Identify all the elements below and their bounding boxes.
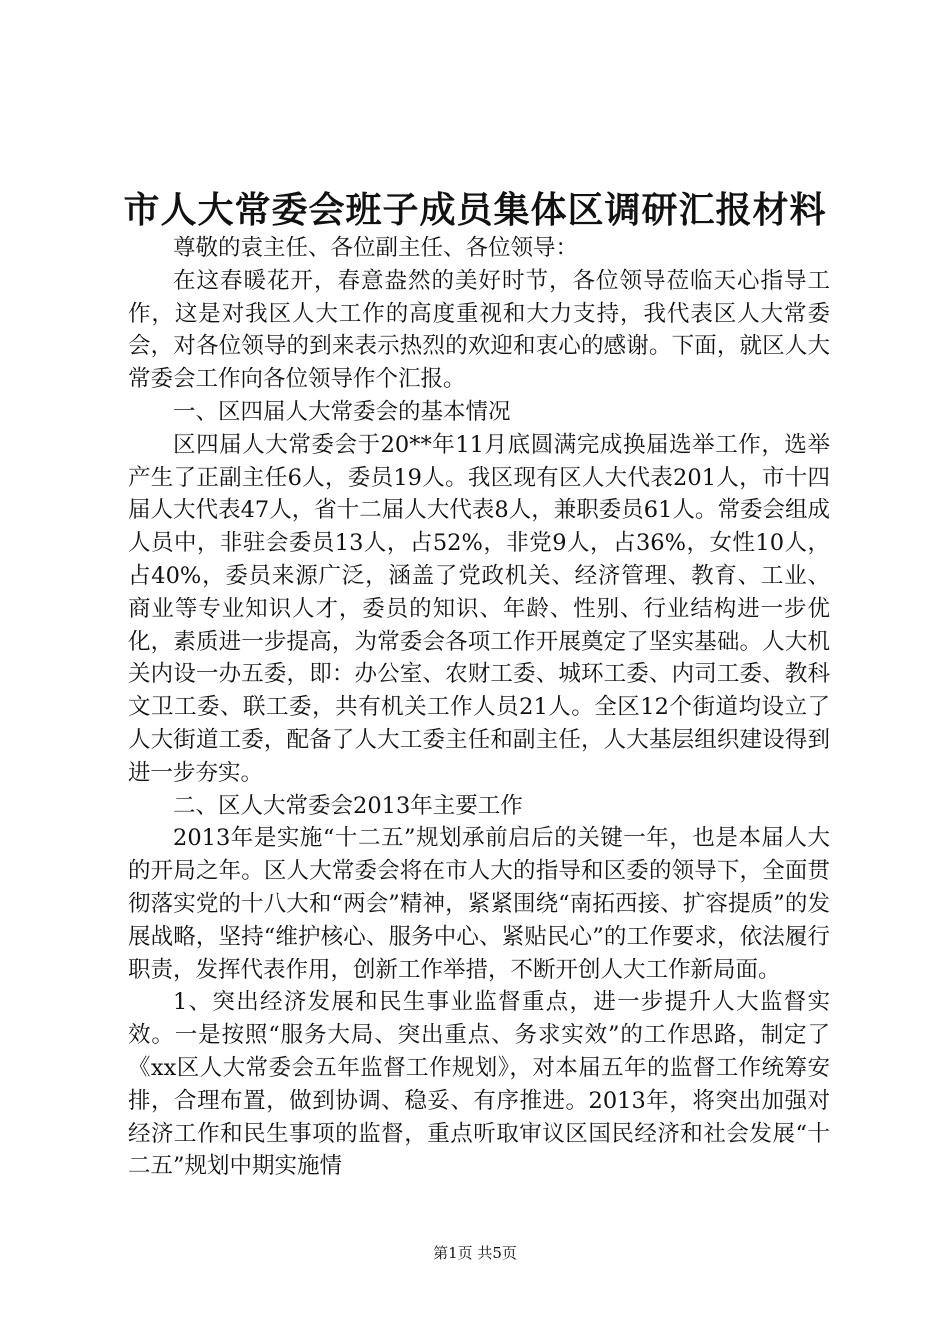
section-heading-1: 一、区四届人大常委会的基本情况 — [173, 398, 511, 425]
basic-situation-paragraph: 区四届人大常委会于20**年11月底圆满完成换届选举工作，选举产生了正副主任6人，委员19人。我区现有区人大代表201人，市十四届人大代表47人，省十二届人大代表8人，兼职委员61人。常委会组成人员中，非驻会委员13人，占52%，非党9人，占36%，女性10人，占40%，委员来源广泛，涵盖了党政机关、经济管理、教育、工业、商业等专业知识人才，委员的知识、年龄、性别、行业结构进一步优化，素质进一步提高，为常委会各项工作开展奠定了坚实基础。人大机关内设一办五委，即：办公室、农财工委、城环工委、内司工委、教科文卫工委、联工委，共有机关工作人员21人。全区12个街道均设立了人大街道工委，配备了人大工委主任和副主任，人大基层组织建设得到进一步夯实。 — [128, 431, 830, 786]
intro-paragraph: 在这春暖花开，春意盎然的美好时节，各位领导莅临天心指导工作，这是对我区人大工作的高度重视和大力支持，我代表区人大常委会，对各位领导的到来表示热烈的欢迎和衷心的感谢。下面，就区人大常委会工作向各位领导作个汇报。 — [128, 267, 830, 393]
page-number-footer: 第1页 共5页 — [433, 1244, 517, 1262]
main-work-paragraph: 2013年是实施“十二五”规划承前启后的关键一年，也是本届人大的开局之年。区人大常委会将在市人大的指导和区委的领导下，全面贯彻落实党的十八大和“两会”精神，紧紧围绕“南拓西接、扩容提质”的发展战略，坚持“维护核心、服务中心、紧贴民心”的工作要求，依法履行职责，发挥代表作用，创新工作举措，不断开创人大工作新局面。 — [128, 825, 830, 983]
salutation-paragraph: 尊敬的袁主任、各位副主任、各位领导： — [173, 235, 579, 261]
section-heading-2: 二、区人大常委会2013年主要工作 — [173, 792, 523, 819]
document-title: 市人大常委会班子成员集体区调研汇报材料 — [123, 189, 827, 231]
document-body — [128, 232, 830, 1183]
supervision-paragraph: 1、突出经济发展和民生事业监督重点，进一步提升人大监督实效。一是按照“服务大局、突出重点、务求实效”的工作思路，制定了《xx区人大常委会五年监督工作规划》，对本届五年的监督工作统筹安排，合理布置，做到协调、稳妥、有序推进。2013年，将突出加强对经济工作和民生事项的监督，重点听取审议区国民经济和社会发展“十二五”规划中期实施情 — [128, 989, 830, 1180]
